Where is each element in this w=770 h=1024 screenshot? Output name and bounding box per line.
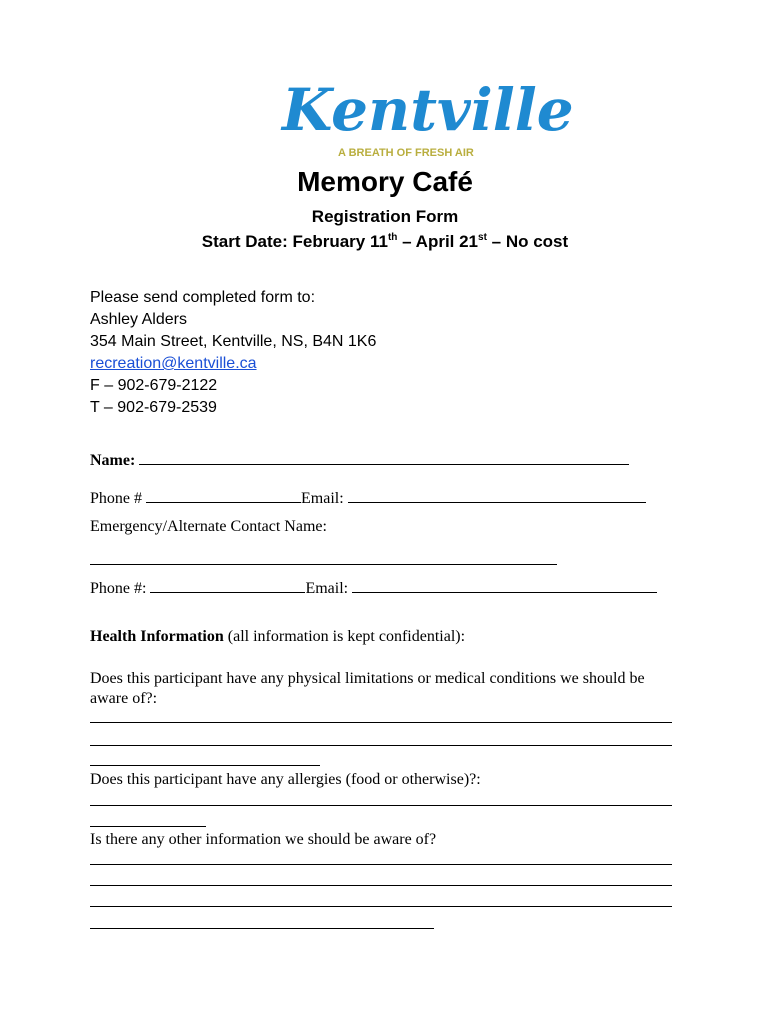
- dates-suffix: – No cost: [486, 232, 569, 251]
- emergency-label: Emergency/Alternate Contact Name:: [90, 518, 327, 535]
- email2-label: Email:: [305, 580, 349, 597]
- phone2-label: Phone #:: [90, 580, 147, 597]
- contact-tel: T – 902-679-2539: [90, 399, 217, 416]
- email2-input-line[interactable]: [352, 578, 657, 593]
- health-heading: Health Information: [90, 628, 224, 645]
- question-3: Is there any other information we should be aware of?: [90, 831, 437, 848]
- q3-answer-line-4[interactable]: [90, 928, 434, 929]
- emergency-input-line[interactable]: [90, 564, 557, 565]
- dates-prefix: Start Date: February 11: [201, 232, 388, 251]
- q1-answer-line-3[interactable]: [90, 765, 320, 766]
- q2-answer-line-2[interactable]: [90, 826, 206, 827]
- dates-middle: – April 21: [397, 232, 479, 251]
- dates-sup-1: th: [387, 232, 398, 243]
- contact-fax: F – 902-679-2122: [90, 377, 218, 394]
- name-input-line[interactable]: [139, 450, 629, 465]
- contact-name: Ashley Alders: [90, 311, 187, 328]
- name-label: Name:: [90, 452, 136, 469]
- contact-block: [90, 287, 376, 419]
- kentville-logo: [280, 60, 574, 170]
- q3-answer-line-1[interactable]: [90, 864, 672, 865]
- q3-answer-line-2[interactable]: [90, 885, 672, 886]
- phone-label: Phone #: [90, 490, 142, 507]
- phone2-email2-row: [90, 578, 657, 598]
- phone-input-line[interactable]: [146, 488, 301, 503]
- q3-answer-line-3[interactable]: [90, 906, 672, 907]
- dates-line: [0, 232, 770, 252]
- phone2-input-line[interactable]: [150, 578, 305, 593]
- email-label: Email:: [301, 490, 344, 507]
- q2-answer-line-1[interactable]: [90, 805, 672, 806]
- dates-sup-2: st: [478, 232, 487, 243]
- contact-intro: Please send completed form to:: [90, 289, 316, 306]
- page-title: Memory Café: [297, 166, 473, 197]
- contact-email-link[interactable]: recreation@kentville.ca: [90, 355, 257, 372]
- question-1: Does this participant have any physical limitations or medical conditions we should be aware of?:: [90, 670, 645, 707]
- question-2: Does this participant have any allergies (food or otherwise)?:: [90, 771, 481, 788]
- contact-address: 354 Main Street, Kentville, NS, B4N 1K6: [90, 333, 377, 350]
- logo-wordmark: Kentville: [282, 76, 574, 144]
- name-row: [90, 450, 629, 470]
- health-heading-row: [90, 628, 465, 646]
- q1-answer-line-2[interactable]: [90, 745, 672, 746]
- phone-email-row: [90, 488, 646, 508]
- q1-answer-line-1[interactable]: [90, 722, 672, 723]
- email-input-line[interactable]: [348, 488, 646, 503]
- kentville-logo-graphic: [280, 60, 574, 170]
- logo-tagline: A BREATH OF FRESH AIR: [338, 147, 474, 159]
- form-subtitle: Registration Form: [311, 207, 459, 226]
- health-heading-note: (all information is kept confidential):: [223, 628, 466, 645]
